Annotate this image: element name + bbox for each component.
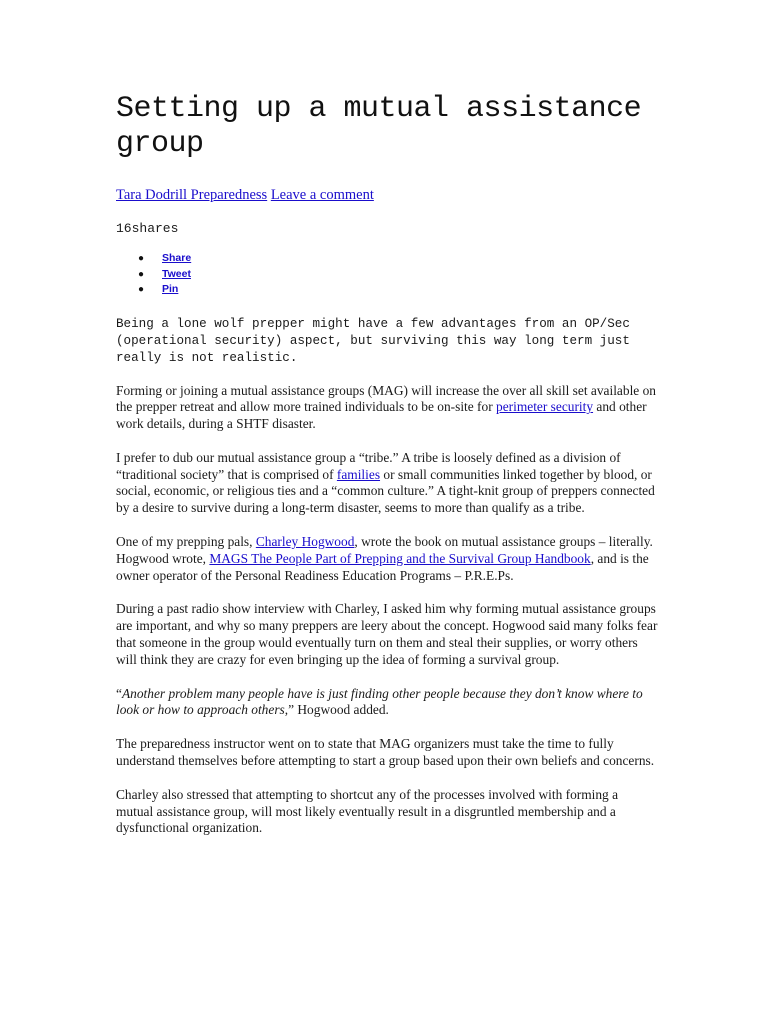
bullet-icon: ●	[138, 284, 145, 295]
paragraph-text: I prefer to dub our mutual assistance group a “tribe.” A tribe is loosely defined as a division of “traditional society” that is comprised of	[116, 449, 621, 482]
social-item-pin	[138, 282, 658, 298]
social-share-list	[116, 251, 658, 298]
paragraph-quote	[116, 686, 658, 720]
paragraph-text: Forming or joining a mutual assistance groups (MAG) will increase the over all skill set available on the prepper retreat and allow more trained individuals to be on-site for	[116, 382, 656, 415]
paragraph-text: and other work details, during a SHTF disaster.	[116, 399, 647, 432]
paragraph-text: One of my prepping pals,	[116, 534, 256, 550]
tweet-link[interactable]: Tweet	[162, 267, 191, 280]
intro-paragraph: Being a lone wolf prepper might have a few advantages from an OP/Sec (operational security) aspect, but surviving this way long term just really is not realistic.	[116, 316, 630, 365]
paragraph-text: , wrote the book on mutual assistance groups – literally. Hogwood wrote,	[116, 534, 653, 566]
paragraph-text: or small communities linked together by blood, or social, economic, or religious ties and a “common culture.” A tight-knit group of preppers connected by a desire to survive during a long-term disaster, seems to more than qualify as a tribe.	[116, 466, 655, 516]
paragraph-tribe	[116, 450, 658, 517]
social-item-share	[138, 251, 658, 267]
social-item-tweet	[138, 267, 658, 283]
paragraph-text: ,” Hogwood added.	[284, 702, 389, 718]
share-count: 16shares	[116, 221, 179, 236]
author-link[interactable]: Tara Dodrill Preparedness	[116, 187, 268, 203]
paragraph-interview: During a past radio show interview with Charley, I asked him why forming mutual assistance groups are important, and why so many preppers are leery about the concept. Hogwood said many folks fear that someone in the group would eventually turn on them and steal their supplies, or worry others will think they are crazy for even bringing up the idea of forming a survival group.	[116, 601, 658, 667]
share-link[interactable]: Share	[162, 252, 192, 264]
mags-book-link[interactable]: MAGS The People Part of Prepping and the Survival Group Handbook	[209, 550, 591, 566]
bullet-icon: ●	[138, 268, 145, 280]
quote-text: Another problem many people have is just finding other people because they don’t know where to look or how to approach others	[116, 685, 643, 718]
paragraph-mag	[116, 383, 658, 433]
leave-comment-link[interactable]: Leave a comment	[270, 187, 374, 203]
bullet-icon: ●	[138, 253, 145, 264]
pin-link[interactable]: Pin	[162, 283, 179, 295]
paragraph-hogwood	[116, 534, 658, 584]
byline	[116, 186, 658, 204]
families-link[interactable]: families	[336, 466, 381, 482]
paragraph-instructor: The preparedness instructor went on to state that MAG organizers must take the time to fully understand themselves before attempting to start a group based upon their own beliefs and concerns.	[116, 736, 655, 769]
article-title: Setting up a mutual assistance group	[116, 92, 642, 161]
quote-open: “	[116, 685, 122, 701]
charley-hogwood-link[interactable]: Charley Hogwood	[255, 534, 355, 550]
perimeter-security-link[interactable]: perimeter security	[496, 399, 594, 415]
paragraph-text: , and is the owner operator of the Personal Readiness Education Programs – P.R.E.Ps.	[116, 550, 649, 583]
paragraph-shortcut: Charley also stressed that attempting to shortcut any of the processes involved with forming a mutual assistance group, will most likely eventually result in a disgruntled membership and a dysfunctional organization.	[116, 786, 619, 836]
